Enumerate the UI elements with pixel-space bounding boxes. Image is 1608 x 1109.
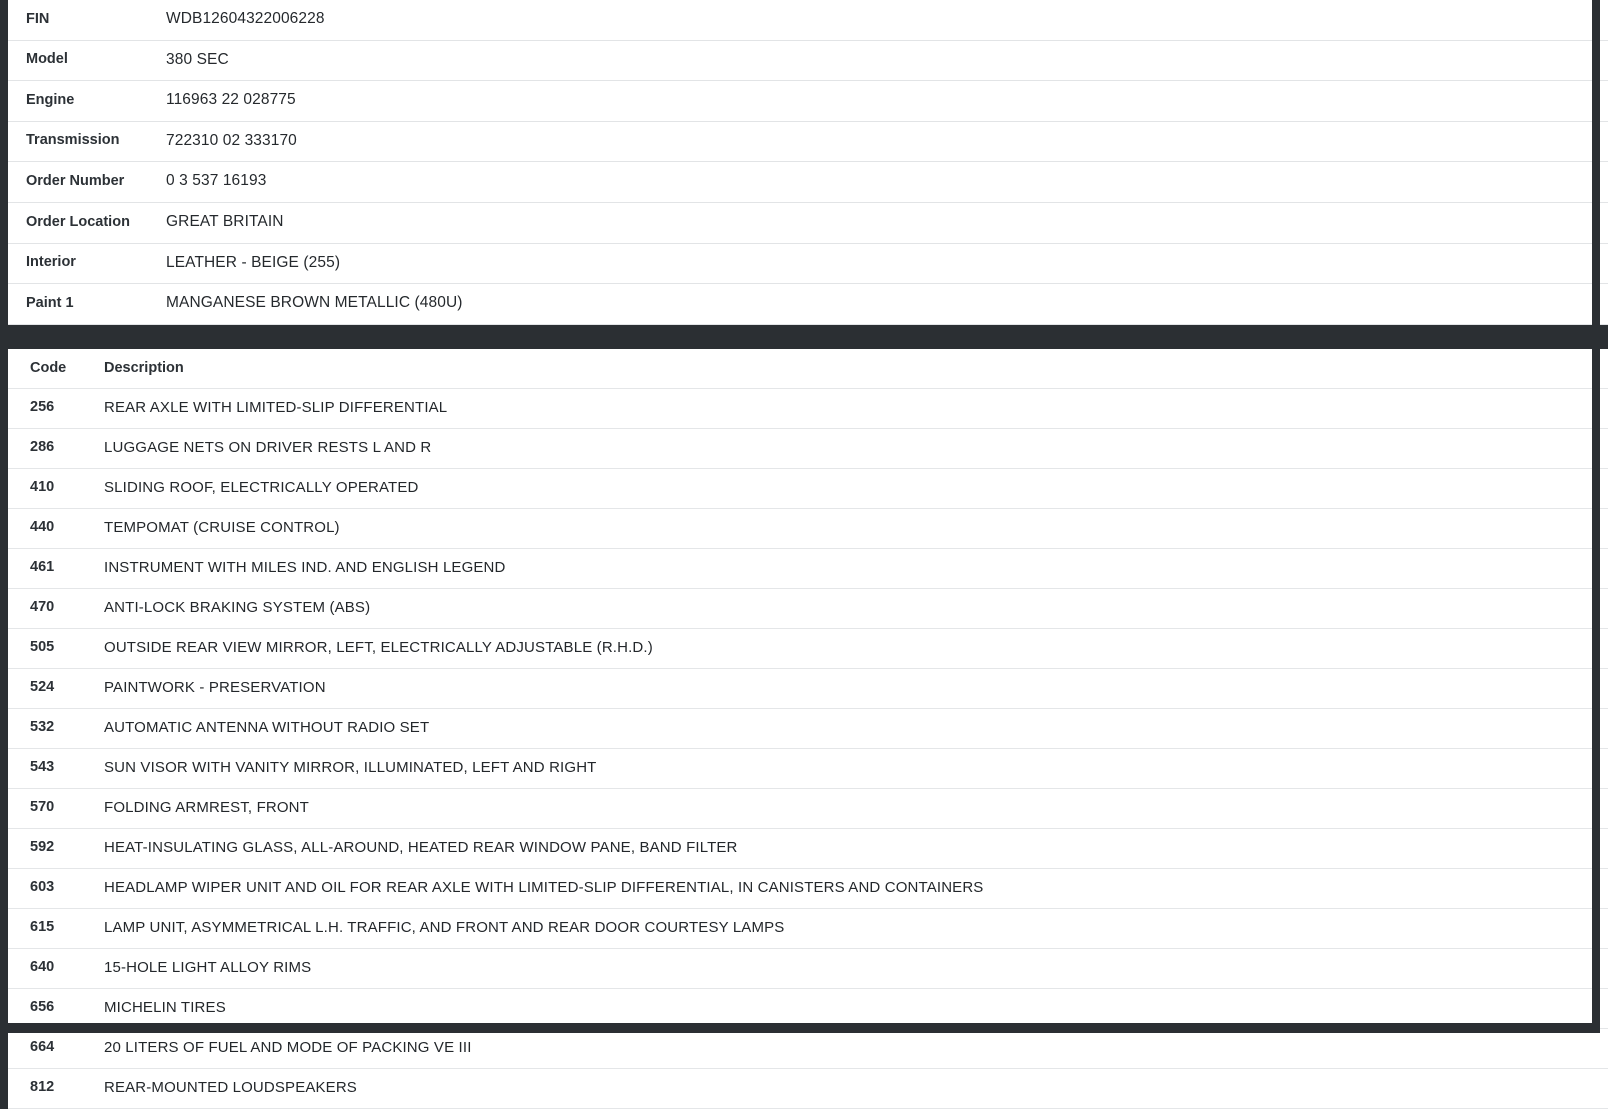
options-panel (8, 349, 1608, 1109)
spec-label: Paint 1 (26, 294, 74, 311)
option-description: OUTSIDE REAR VIEW MIRROR, LEFT, ELECTRICALLY ADJUSTABLE (R.H.D.) (104, 638, 653, 656)
option-description: 20 LITERS OF FUEL AND MODE OF PACKING VE III (104, 1038, 472, 1056)
options-header-row (8, 349, 1608, 389)
table-row (8, 588, 1608, 628)
spec-row (8, 162, 1608, 203)
option-description: HEADLAMP WIPER UNIT AND OIL FOR REAR AXLE WITH LIMITED-SLIP DIFFERENTIAL, IN CANISTERS AND CONTAINERS (104, 878, 984, 896)
option-description: REAR-MOUNTED LOUDSPEAKERS (104, 1078, 357, 1096)
table-row (8, 948, 1608, 988)
spec-row (8, 81, 1608, 122)
option-description: AUTOMATIC ANTENNA WITHOUT RADIO SET (104, 718, 430, 736)
spec-label: Model (26, 51, 68, 68)
option-description: ANTI-LOCK BRAKING SYSTEM (ABS) (104, 598, 371, 616)
spec-value: GREAT BRITAIN (166, 212, 284, 230)
option-description: MICHELIN TIRES (104, 998, 226, 1016)
option-code: 570 (30, 799, 55, 816)
spec-row (8, 121, 1608, 162)
option-code: 592 (30, 839, 55, 856)
spec-row (8, 0, 1608, 40)
option-code: 461 (30, 559, 55, 576)
option-code: 410 (30, 479, 55, 496)
option-code: 256 (30, 399, 55, 416)
option-code: 524 (30, 679, 55, 696)
options-table (8, 349, 1608, 1109)
table-row (8, 508, 1608, 548)
table-row (8, 388, 1608, 428)
option-code: 603 (30, 879, 55, 896)
spec-value: WDB12604322006228 (166, 10, 325, 27)
table-row (8, 428, 1608, 468)
option-code: 615 (30, 919, 55, 936)
left-edge-frame (0, 0, 8, 1033)
spec-row (8, 202, 1608, 243)
options-rows (8, 388, 1608, 1108)
option-description: SLIDING ROOF, ELECTRICALLY OPERATED (104, 478, 419, 496)
table-row (8, 908, 1608, 948)
table-row (8, 868, 1608, 908)
spec-value: MANGANESE BROWN METALLIC (480U) (166, 294, 463, 312)
option-description: PAINTWORK - PRESERVATION (104, 678, 326, 696)
options-table-head (8, 349, 1608, 389)
option-description: INSTRUMENT WITH MILES IND. AND ENGLISH LEGEND (104, 558, 506, 576)
option-description: FOLDING ARMREST, FRONT (104, 798, 309, 816)
option-description: HEAT-INSULATING GLASS, ALL-AROUND, HEATED REAR WINDOW PANE, BAND FILTER (104, 838, 738, 856)
spec-value: LEATHER - BEIGE (255) (166, 253, 341, 271)
option-code: 812 (30, 1079, 55, 1096)
right-edge-frame (1592, 0, 1600, 1033)
spec-label: Order Number (26, 172, 125, 189)
spec-value: 116963 22 028775 (166, 91, 296, 109)
section-separator (8, 325, 1592, 349)
option-code: 440 (30, 519, 55, 536)
spec-label: Interior (26, 254, 76, 271)
table-row (8, 548, 1608, 588)
column-header-code: Code (8, 349, 100, 389)
spec-label: Transmission (26, 132, 120, 149)
spec-row (8, 243, 1608, 284)
vehicle-spec-table (8, 0, 1608, 325)
option-description: REAR AXLE WITH LIMITED-SLIP DIFFERENTIAL (104, 398, 448, 416)
spec-value: 0 3 537 16193 (166, 172, 267, 190)
table-row (8, 828, 1608, 868)
table-row (8, 1028, 1608, 1068)
spec-row (8, 284, 1608, 325)
table-row (8, 748, 1608, 788)
spec-label: Engine (26, 91, 75, 108)
vehicle-spec-rows (8, 0, 1608, 324)
table-row (8, 628, 1608, 668)
spec-value: 380 SEC (166, 50, 229, 68)
option-description: SUN VISOR WITH VANITY MIRROR, ILLUMINATED, LEFT AND RIGHT (104, 758, 597, 776)
spec-label: FIN (26, 10, 50, 27)
table-row (8, 788, 1608, 828)
option-code: 664 (30, 1039, 55, 1056)
option-code: 505 (30, 639, 55, 656)
document-body (8, 0, 1592, 1109)
table-row (8, 708, 1608, 748)
option-code: 656 (30, 999, 55, 1016)
option-code: 543 (30, 759, 55, 776)
bottom-edge-frame (0, 1023, 1600, 1033)
option-code: 640 (30, 959, 55, 976)
spec-value: 722310 02 333170 (166, 131, 297, 149)
table-row (8, 1068, 1608, 1108)
column-header-description: Description (100, 349, 1608, 389)
option-code: 532 (30, 719, 55, 736)
option-code: 470 (30, 599, 55, 616)
option-description: TEMPOMAT (CRUISE CONTROL) (104, 518, 340, 536)
table-row (8, 468, 1608, 508)
spec-label: Order Location (26, 213, 130, 230)
spec-row (8, 40, 1608, 81)
option-description: 15-HOLE LIGHT ALLOY RIMS (104, 958, 312, 976)
option-description: LUGGAGE NETS ON DRIVER RESTS L AND R (104, 438, 432, 456)
option-description: LAMP UNIT, ASYMMETRICAL L.H. TRAFFIC, AND FRONT AND REAR DOOR COURTESY LAMPS (104, 918, 785, 936)
table-row (8, 668, 1608, 708)
option-code: 286 (30, 439, 55, 456)
vehicle-spec-panel (8, 0, 1608, 325)
